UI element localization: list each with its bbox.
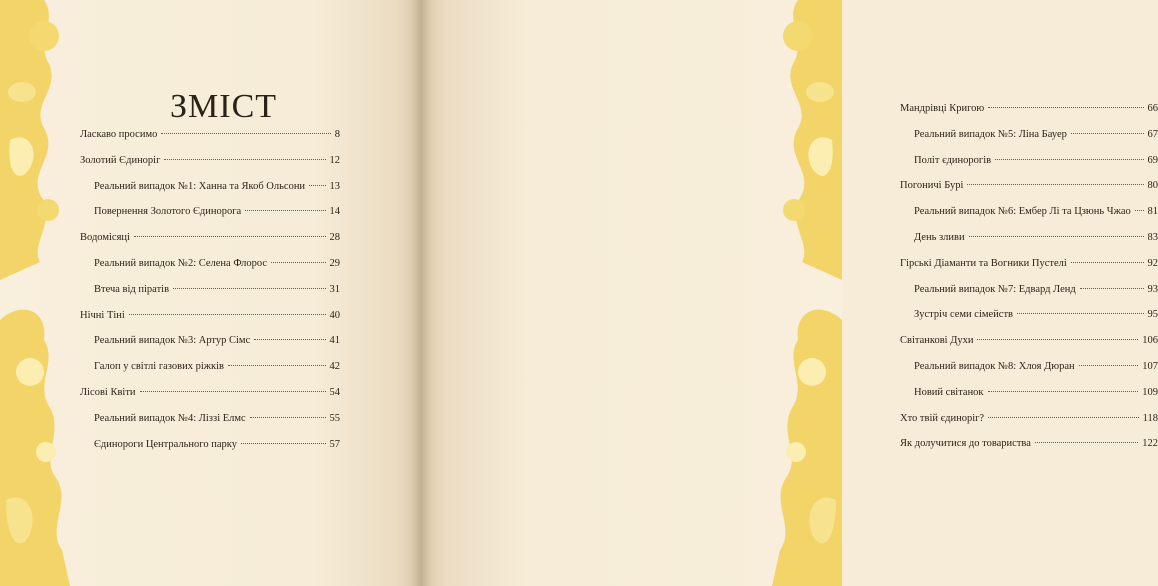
toc-entry[interactable] (900, 180, 1158, 206)
toc-entry[interactable] (900, 258, 1158, 284)
toc-entry-label: Реальний випадок №4: Ліззі Елмс (94, 412, 246, 424)
floral-border-left-icon (0, 0, 80, 586)
toc-entry-label: Реальний випадок №2: Селена Флорос (94, 257, 268, 269)
toc-entry-label: Реальний випадок №5: Ліна Бауер (914, 128, 1067, 140)
toc-entry[interactable] (80, 310, 340, 336)
toc-page-number: 12 (329, 154, 340, 166)
toc-dot-leader (228, 365, 326, 366)
toc-entry-label: Реальний випадок №6: Ембер Лі та Цзюнь Чжао (914, 206, 1131, 218)
toc-page-number: 41 (329, 335, 340, 347)
toc-dot-leader (164, 159, 325, 160)
toc-page-number: 83 (1147, 231, 1158, 243)
toc-dot-leader (1135, 210, 1144, 211)
toc-entry-label: Золотий Єдиноріг (80, 154, 161, 166)
toc-dot-leader (988, 107, 1143, 108)
toc-list-left (80, 129, 340, 464)
toc-subentry[interactable] (80, 335, 340, 361)
toc-subentry[interactable] (900, 284, 1158, 310)
toc-dot-leader (988, 391, 1139, 392)
toc-dot-leader (967, 184, 1143, 185)
toc-entry[interactable] (80, 155, 340, 181)
toc-page-number: 67 (1147, 128, 1158, 140)
toc-entry-label: Реальний випадок №1: Ханна та Якоб Ольсони (94, 180, 306, 192)
toc-entry-label: Зустріч семи сімейств (914, 309, 1014, 321)
toc-page-number: 55 (329, 412, 340, 424)
toc-entry-label: Нічні Тіні (80, 309, 125, 321)
toc-entry-label: Лісові Квіти (80, 386, 136, 398)
toc-dot-leader (161, 133, 330, 134)
toc-subentry[interactable] (80, 361, 340, 387)
toc-subentry[interactable] (900, 129, 1158, 155)
toc-dot-leader (140, 391, 326, 392)
toc-dot-leader (173, 288, 325, 289)
toc-dot-leader (969, 236, 1144, 237)
toc-subentry[interactable] (900, 206, 1158, 232)
toc-page-number: 57 (329, 438, 340, 450)
toc-page-number: 8 (334, 129, 340, 140)
toc-entry[interactable] (80, 129, 340, 155)
toc-subentry[interactable] (900, 387, 1158, 413)
toc-page-number: 109 (1142, 386, 1158, 398)
toc-subentry[interactable] (900, 155, 1158, 181)
toc-page-number: 14 (329, 206, 340, 218)
toc-entry-label: Гірські Діаманти та Вогники Пустелі (900, 257, 1067, 269)
toc-dot-leader (988, 417, 1139, 418)
toc-entry[interactable] (900, 413, 1158, 439)
toc-dot-leader (309, 185, 325, 186)
toc-entry-label: День зливи (914, 231, 965, 243)
toc-entry-label: Реальний випадок №3: Артур Сімс (94, 335, 251, 347)
toc-dot-leader (254, 339, 325, 340)
toc-entry-label: Єдинороги Центрального парку (94, 438, 237, 450)
toc-page-number: 118 (1142, 412, 1158, 424)
toc-entry-label: Повернення Золотого Єдинорога (94, 206, 242, 218)
toc-subentry[interactable] (80, 413, 340, 439)
toc-page-number: 29 (329, 257, 340, 269)
toc-entry-label: Втеча від піратів (94, 283, 170, 295)
toc-subentry[interactable] (80, 439, 340, 465)
toc-entry[interactable] (80, 232, 340, 258)
toc-entry-label: Водомісяці (80, 232, 130, 244)
toc-page-number: 95 (1147, 309, 1158, 321)
toc-entry-label: Як долучитися до товариства (900, 438, 1031, 450)
toc-subentry[interactable] (80, 258, 340, 284)
toc-dot-leader (241, 443, 326, 444)
toc-entry-label: Мандрівці Кригою (900, 103, 985, 114)
toc-dot-leader (250, 417, 326, 418)
toc-entry[interactable] (80, 387, 340, 413)
toc-subentry[interactable] (80, 181, 340, 207)
toc-dot-leader (245, 210, 325, 211)
toc-page-number: 31 (329, 283, 340, 295)
toc-page-number: 13 (329, 180, 340, 192)
toc-entry-label: Реальний випадок №8: Хлоя Дюран (914, 360, 1075, 372)
toc-dot-leader (1071, 262, 1144, 263)
left-page (0, 0, 421, 586)
toc-dot-leader (1080, 288, 1144, 289)
toc-dot-leader (1079, 365, 1139, 366)
toc-page-number: 66 (1147, 103, 1158, 114)
toc-page-number: 40 (329, 309, 340, 321)
toc-entry-label: Новий світанок (914, 386, 984, 398)
toc-page-number: 54 (329, 386, 340, 398)
toc-entry-label: Галоп у світлі газових ріжків (94, 361, 224, 373)
toc-page-number: 92 (1147, 257, 1158, 269)
toc-page-number: 69 (1147, 154, 1158, 166)
toc-dot-leader (995, 159, 1143, 160)
right-page (421, 0, 1158, 586)
toc-page-number: 122 (1142, 438, 1158, 450)
toc-dot-leader (1017, 313, 1143, 314)
toc-dot-leader (977, 339, 1138, 340)
toc-dot-leader (1035, 442, 1138, 443)
toc-dot-leader (134, 236, 326, 237)
toc-subentry[interactable] (80, 284, 340, 310)
toc-page-number: 107 (1142, 360, 1158, 372)
toc-entry-label: Ласкаво просимо (80, 129, 158, 140)
toc-subentry[interactable] (900, 232, 1158, 258)
toc-page-number: 80 (1147, 180, 1158, 192)
book-gutter (411, 0, 431, 586)
floral-border-right-icon (762, 0, 842, 586)
toc-entry-label: Реальний випадок №7: Едвард Ленд (914, 283, 1076, 295)
toc-subentry[interactable] (80, 206, 340, 232)
toc-entry[interactable] (900, 103, 1158, 129)
toc-subentry[interactable] (900, 309, 1158, 335)
toc-page-number: 93 (1147, 283, 1158, 295)
toc-page-number: 106 (1142, 335, 1158, 347)
toc-page-number: 28 (329, 232, 340, 244)
toc-page-number: 42 (329, 361, 340, 373)
toc-dot-leader (1071, 133, 1144, 134)
toc-entry[interactable] (900, 335, 1158, 361)
toc-entry-label: Погоничі Бурі (900, 180, 964, 192)
toc-list-right (900, 103, 1158, 464)
toc-subentry[interactable] (900, 361, 1158, 387)
toc-dot-leader (129, 314, 326, 315)
toc-entry[interactable] (900, 438, 1158, 464)
toc-page-number: 81 (1147, 206, 1158, 218)
toc-dot-leader (271, 262, 325, 263)
page-title: ЗМІСТ (170, 88, 278, 125)
toc-entry-label: Світанкові Духи (900, 335, 974, 347)
toc-entry-label: Політ єдинорогів (914, 154, 992, 166)
toc-entry-label: Хто твій єдиноріг? (900, 412, 985, 424)
